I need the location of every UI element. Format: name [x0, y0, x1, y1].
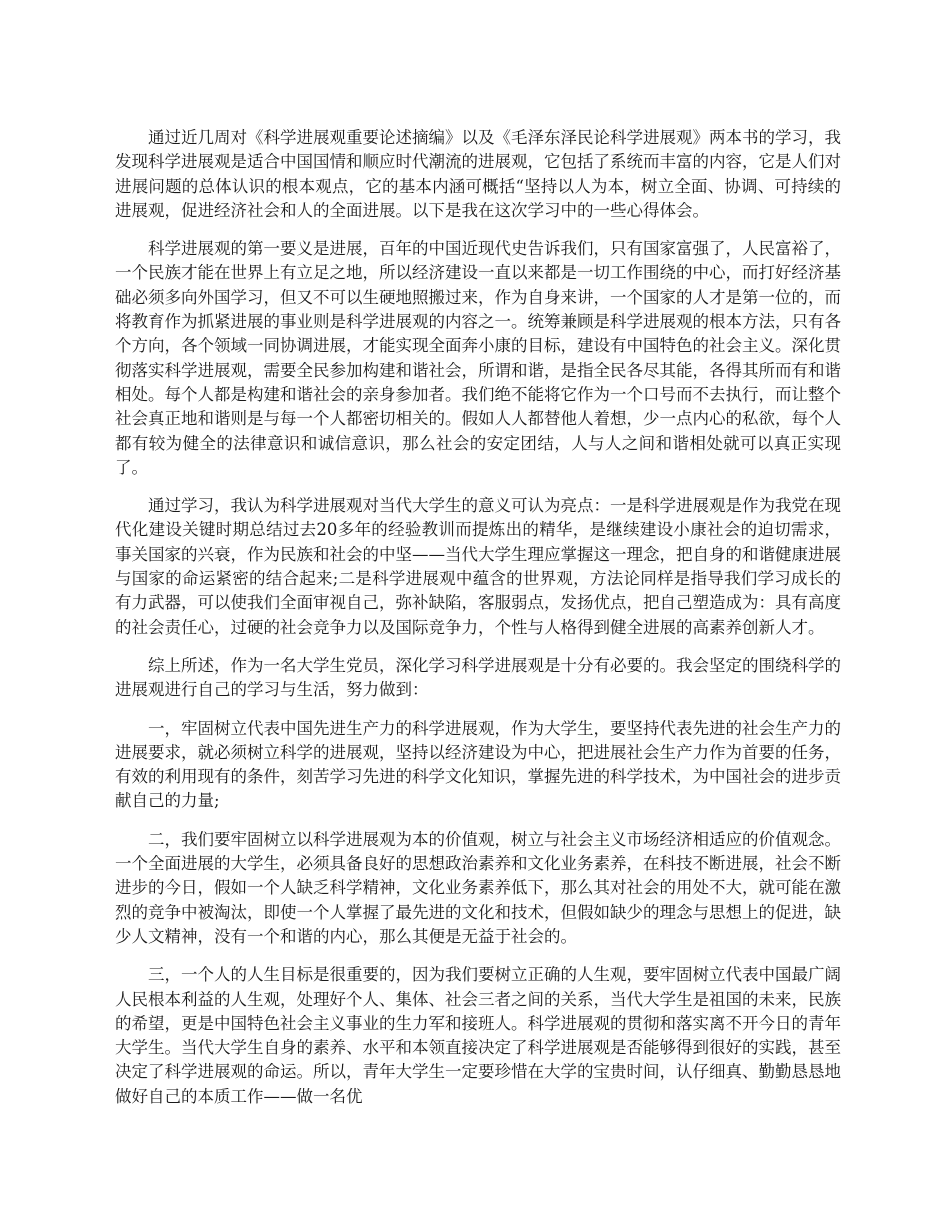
paragraph-point-three: 三，一个人的人生目标是很重要的，因为我们要树立正确的人生观，要牢固树立代表中国最广阔人民根本利益的人生观，处理好个人、集体、社会三者之间的关系，当代大学生是祖国的未来，民族的希望，更是中国特色社会主义事业的生力军和接班人。科学进展观的贯彻和落实离不开今日的青年大学生。当代大学生自身的素养、水平和本领直接决定了科学进展观是否能够得到很好的实践，甚至决定了科学进展观的命运。所以，青年大学生一定要珍惜在大学的宝贵时间，认仔细真、勤勤恳恳地做好自己的本质工作——做一名优: [115, 965, 841, 1106]
paragraph-significance: 通过学习，我认为科学进展观对当代大学生的意义可认为亮点：一是科学进展观是作为我党在现代化建设关键时期总结过去20多年的经验教训而提炼出的精华，是继续建设小康社会的迫切需求，事关国家的兴衰，作为民族和社会的中坚——当代大学生理应掌握这一理念，把自身的和谐健康进展与国家的命运紧密的结合起来;二是科学进展观中蕴含的世界观，方法论同样是指导我们学习成长的有力武器，可以使我们全面审视自己，弥补缺陷，客服弱点，发扬优点，把自己塑造成为：具有高度的社会责任心，过硬的社会竞争力以及国际竞争力，个性与人格得到健全进展的高素养创新人才。: [115, 496, 841, 637]
document-body: [115, 126, 841, 1123]
paragraph-point-one: 一，牢固树立代表中国先进生产力的科学进展观，作为大学生，要坚持代表先进的社会生产力的进展要求，就必须树立科学的进展观，坚持以经济建设为中心，把进展社会生产力作为首要的任务，有效的利用现有的条件，刻苦学习先进的科学文化知识，掌握先进的科学技术，为中国社会的进步贡献自己的力量;: [115, 718, 841, 811]
paragraph-intro: 通过近几周对《科学进展观重要论述摘编》以及《毛泽东泽民论科学进展观》两本书的学习，我发现科学进展观是适合中国国情和顺应时代潮流的进展观，它包括了系统而丰富的内容，它是人们对进展问题的总体认识的根本观点，它的基本内涵可概括“坚持以人为本，树立全面、协调、可持续的进展观，促进经济社会和人的全面进展。以下是我在这次学习中的一些心得体会。: [115, 128, 841, 220]
paragraph-first-principle: 科学进展观的第一要义是进展，百年的中国近现代史告诉我们，只有国家富强了，人民富裕了，一个民族才能在世界上有立足之地，所以经济建设一直以来都是一切工作围绕的中心，而打好经济基础必须多向外国学习，但又不可以生硬地照搬过来，作为自身来讲，一个国家的人才是第一位的，而将教育作为抓紧进展的事业则是科学进展观的内容之一。统筹兼顾是科学进展观的根本方法，只有各个方向，各个领域一同协调进展，才能实现全面奔小康的目标，建设有中国特色的社会主义。深化贯彻落实科学进展观，需要全民参加构建和谐社会，所谓和谐，是指全民各尽其能，各得其所而有和谐相处。每个人都是构建和谐社会的亲身参加者。我们绝不能将它作为一个口号而不去执行，而让整个社会真正地和谐则是与每一个人都密切相关的。假如人人都替他人着想，少一点内心的私欲，每个人都有较为健全的法律意识和诚信意识，那么社会的安定团结，人与人之间和谐相处就可以真正实现了。: [115, 239, 841, 477]
paragraph-summary: 综上所述，作为一名大学生党员，深化学习科学进展观是十分有必要的。我会坚定的围绕科学的进展观进行自己的学习与生活，努力做到：: [115, 655, 841, 700]
paragraph-point-two: 二，我们要牢固树立以科学进展观为本的价值观，树立与社会主义市场经济相适应的价值观念。一个全面进展的大学生，必须具备良好的思想政治素养和文化业务素养，在科技不断进展，社会不断进步的今日，假如一个人缺乏科学精神，文化业务素养低下，那么其对社会的用处不大，就可能在激烈的竞争中被淘汰，即使一个人掌握了最先进的文化和技术，但假如缺少的理念与思想上的促进，缺少人文精神，没有一个和谐的内心，那么其便是无益于社会的。: [115, 829, 841, 946]
